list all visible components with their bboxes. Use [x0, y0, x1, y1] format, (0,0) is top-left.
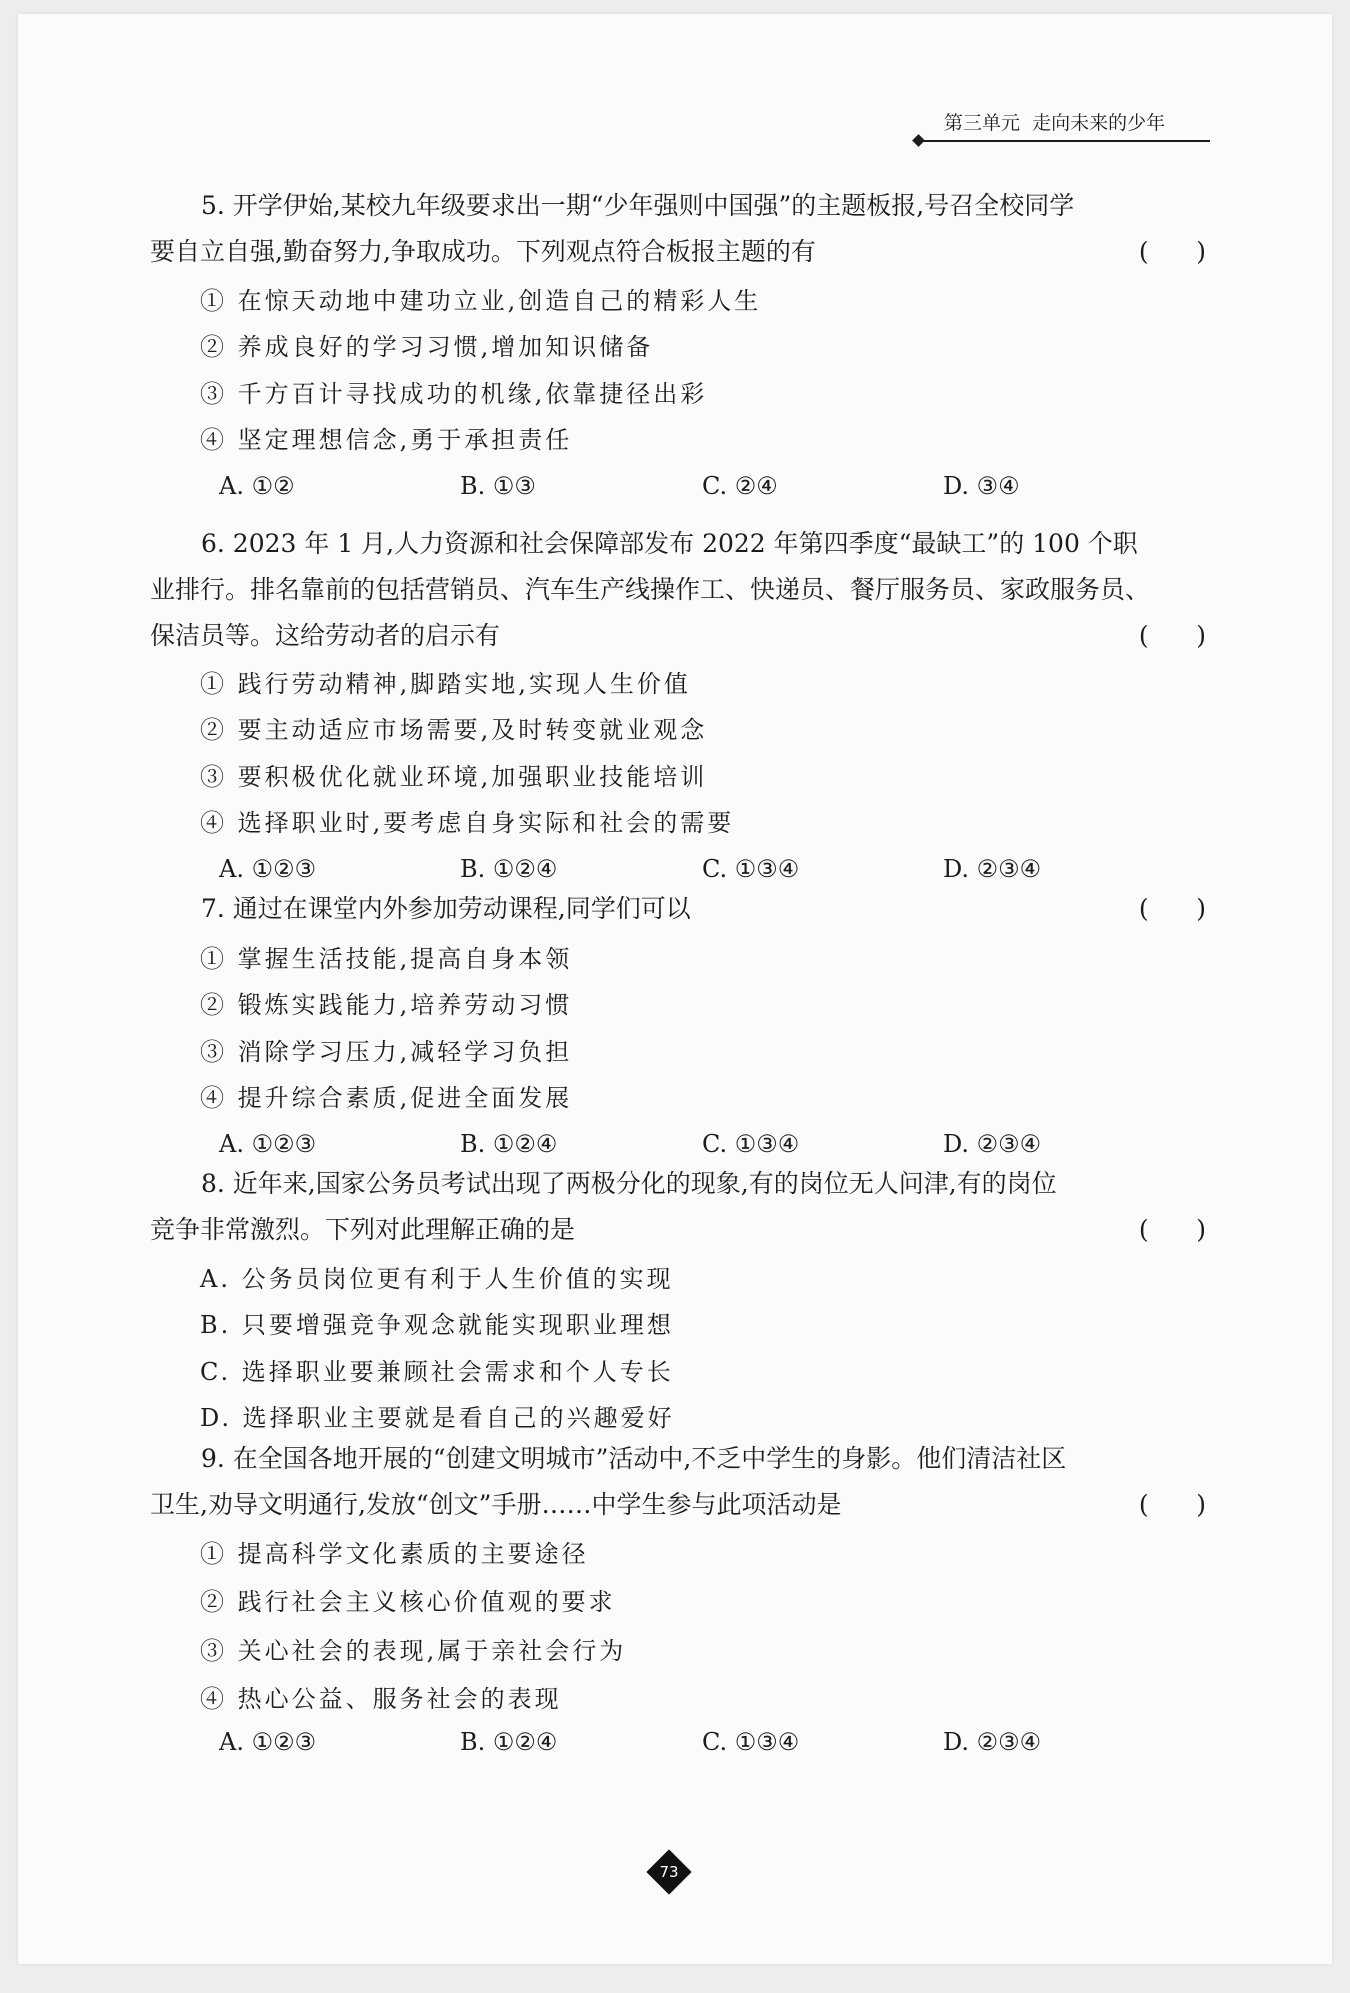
- question-5-line: [150, 232, 1206, 272]
- statement-item: ③ 消除学习压力,减轻学习负担: [200, 1037, 573, 1066]
- statement-item: C. 选择职业要兼顾社会需求和个人专长: [200, 1357, 674, 1386]
- question-5-line: [201, 186, 1206, 226]
- question-8-line: [150, 1210, 1206, 1250]
- workbook-page: [18, 14, 1332, 1964]
- answer-blank: ( ): [1138, 1490, 1206, 1519]
- question-8-line: [201, 1164, 1206, 1204]
- header-unit: 第三单元: [944, 112, 1021, 134]
- answer-choice: D. ②③④: [943, 855, 1042, 883]
- statement-item: B. 只要增强竞争观念就能实现职业理想: [200, 1311, 674, 1340]
- statement-item: ④ 热心公益、服务社会的表现: [200, 1684, 562, 1713]
- question-text: 5. 开学伊始,某校九年级要求出一期“少年强则中国强”的主题板报,号召全校同学: [201, 191, 1075, 220]
- statement-item: D. 选择职业主要就是看自己的兴趣爱好: [200, 1403, 675, 1432]
- question-text: 8. 近年来,国家公务员考试出现了两极分化的现象,有的岗位无人问津,有的岗位: [201, 1169, 1057, 1198]
- answer-choice: B. ①②④: [460, 1130, 558, 1158]
- question-text: 卫生,劝导文明通行,发放“创文”手册……中学生参与此项活动是: [150, 1490, 842, 1519]
- question-6-line: [150, 616, 1206, 656]
- statement-item: ② 践行社会主义核心价值观的要求: [200, 1588, 616, 1617]
- statement-item: ② 要主动适应市场需要,及时转变就业观念: [200, 716, 708, 745]
- page-number: 73: [659, 1863, 679, 1881]
- statement-item: ④ 提升综合素质,促进全面发展: [200, 1083, 573, 1112]
- statement-item: ③ 关心社会的表现,属于亲社会行为: [200, 1636, 627, 1665]
- unit-header: [914, 114, 1210, 144]
- question-text: 要自立自强,勤奋努力,争取成功。下列观点符合板报主题的有: [150, 237, 816, 266]
- answer-blank: ( ): [1138, 1215, 1206, 1244]
- answer-choice: C. ②④: [702, 472, 778, 500]
- answer-choice: B. ①②④: [460, 1728, 558, 1756]
- statement-item: ④ 坚定理想信念,勇于承担责任: [200, 425, 573, 454]
- question-text: 6. 2023 年 1 月,人力资源和社会保障部发布 2022 年第四季度“最缺工”的 100 个职: [201, 529, 1138, 558]
- statement-item: ④ 选择职业时,要考虑自身实际和社会的需要: [200, 808, 735, 837]
- statement-item: A. 公务员岗位更有利于人生价值的实现: [200, 1265, 674, 1293]
- answer-choice: D. ②③④: [943, 1728, 1042, 1756]
- answer-blank: ( ): [1138, 894, 1206, 923]
- question-6-line: [150, 570, 1206, 610]
- question-text: 9. 在全国各地开展的“创建文明城市”活动中,不乏中学生的身影。他们清洁社区: [201, 1444, 1067, 1473]
- page-number-badge: [649, 1852, 689, 1892]
- header-title: 走向未来的少年: [1032, 112, 1166, 134]
- statement-item: ② 养成良好的学习习惯,增加知识储备: [200, 333, 654, 362]
- question-7-line: [201, 889, 1206, 929]
- statement-item: ③ 要积极优化就业环境,加强职业技能培训: [200, 762, 708, 791]
- statement-item: ③ 千方百计寻找成功的机缘,依靠捷径出彩: [200, 379, 708, 408]
- header-rule: [920, 140, 1210, 142]
- statement-item: ① 掌握生活技能,提高自身本领: [200, 945, 573, 973]
- question-6-line: [201, 524, 1206, 564]
- question-text: 保洁员等。这给劳动者的启示有: [150, 621, 501, 650]
- answer-choice: C. ①③④: [702, 1130, 800, 1158]
- answer-choice: A. ①②③: [219, 1130, 317, 1158]
- answer-choice: B. ①③: [460, 472, 536, 500]
- answer-choice: D. ③④: [943, 472, 1020, 500]
- answer-choice: C. ①③④: [702, 1728, 800, 1756]
- header-text: [944, 108, 1165, 138]
- question-9-line: [201, 1439, 1206, 1479]
- question-text: 7. 通过在课堂内外参加劳动课程,同学们可以: [201, 894, 691, 923]
- statement-item: ① 践行劳动精神,脚踏实地,实现人生价值: [200, 670, 691, 698]
- answer-choice: A. ①②③: [219, 855, 317, 883]
- answer-choice: C. ①③④: [702, 855, 800, 883]
- answer-choice: B. ①②④: [460, 855, 558, 883]
- statement-item: ① 提高科学文化素质的主要途径: [200, 1540, 589, 1568]
- question-text: 业排行。排名靠前的包括营销员、汽车生产线操作工、快递员、餐厅服务员、家政服务员、: [150, 575, 1151, 604]
- answer-choice: A. ①②③: [219, 1728, 317, 1756]
- answer-blank: ( ): [1138, 237, 1206, 266]
- answer-blank: ( ): [1138, 621, 1206, 650]
- answer-choice: D. ②③④: [943, 1130, 1042, 1158]
- question-9-line: [150, 1485, 1206, 1525]
- answer-choice: A. ①②: [219, 472, 295, 500]
- question-text: 竞争非常激烈。下列对此理解正确的是: [150, 1215, 576, 1244]
- statement-item: ② 锻炼实践能力,培养劳动习惯: [200, 991, 573, 1020]
- statement-item: ① 在惊天动地中建功立业,创造自己的精彩人生: [200, 287, 762, 315]
